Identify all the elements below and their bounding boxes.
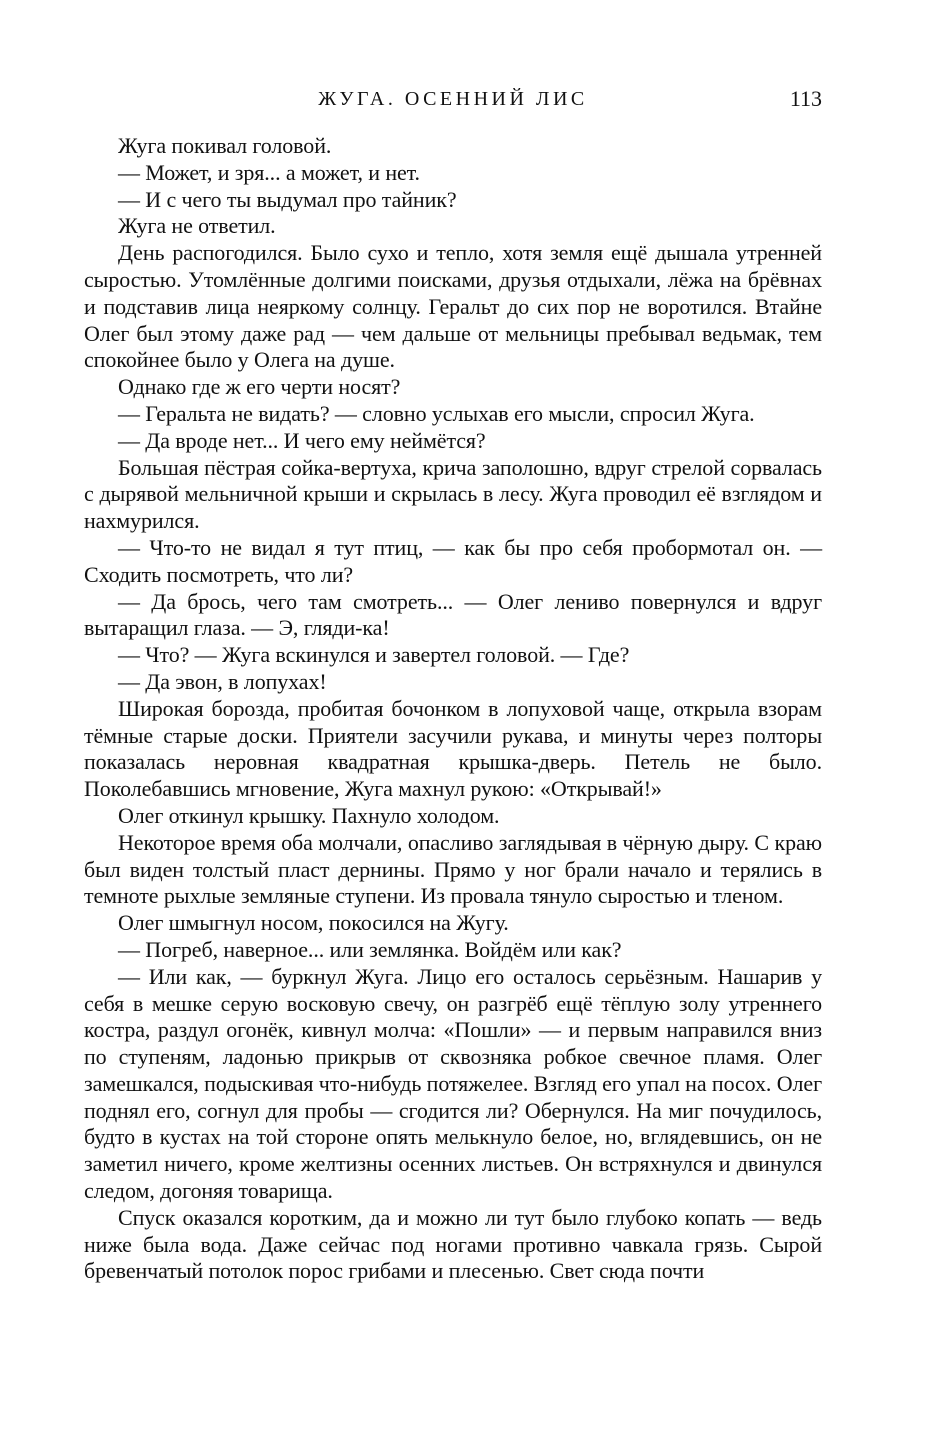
paragraph: — Или как, — буркнул Жуга. Лицо его осталось серьёзным. Нашарив у себя в мешке серую восковую свечу, он разгрёб ещё тёплую золу утреннего костра, раздул огонёк, кивнул молча: «Пошли» — и первым направился вниз по ступеням, ладонью прикрыв от сквозняка робкое свечное пламя. Олег замешкался, подыскивая что-нибудь потяжелее. Взгляд его упал на посох. Олег поднял его, согнул для пробы — сгодится ли? Обернулся. На миг почудилось, будто в кустах на той стороне опять мелькнуло белое, но, вглядевшись, он не заметил ничего, кроме желтизны осенних листьев. Он встряхнулся и двинулся следом, догоняя товарища. (84, 963, 822, 1204)
paragraph: Жуга не ответил. (118, 213, 276, 239)
paragraph: Некоторое время оба молчали, опасливо заглядывая в чёрную дыру. С краю был виден толстый пласт дернины. Прямо у ног брали начало и терялись в темноте рыхлые земляные ступени. Из провала тянуло сыростью и тленом. (84, 829, 822, 909)
paragraph: Жуга покивал головой. (118, 133, 332, 158)
paragraph: Однако где ж его черти носят? (118, 374, 401, 400)
page-header (84, 84, 822, 124)
paragraph: — Погреб, наверное... или землянка. Войдём или как? (118, 936, 622, 962)
page-number: 113 (789, 86, 822, 111)
paragraph: Олег откинул крышку. Пахнуло холодом. (118, 802, 500, 828)
paragraph: Спуск оказался коротким, да и можно ли тут было глубоко копать — ведь ниже была вода. Даже сейчас под ногами противно чавкала грязь. Сырой бревенчатый потолок порос грибами и плесенью. Свет сюда почти (84, 1204, 822, 1284)
paragraph: — Да брось, чего там смотреть... — Олег лениво повернулся и вдруг вытаращил глаза. — Э, гляди-ка! (84, 588, 822, 641)
paragraph: Широкая борозда, пробитая бочонком в лопуховой чаще, открыла взорам тёмные старые доски. Приятели засучили рукава, и минуты через полторы показалась неровная квадратная крышка-дверь. Петель не было. Поколебавшись мгновение, Жуга махнул рукою: «Открывай!» (84, 695, 822, 802)
paragraph: — Что? — Жуга вскинулся и завертел головой. — Где? (118, 642, 630, 668)
running-title: ЖУГА. ОСЕННИЙ ЛИС (318, 88, 588, 110)
paragraph: — Да эвон, в лопухах! (118, 668, 327, 694)
paragraph: День распогодился. Было сухо и тепло, хотя земля ещё дышала утренней сыростью. Утомлённые долгими поисками, друзья отдыхали, лёжа на брёвнах и подставив лица неяркому солнцу. Геральт до сих пор не воротился. Втайне Олег был этому даже рад — чем дальше от мельницы пребывал ведьмак, тем спокойнее было у Олега на душе. (84, 240, 822, 373)
book-page (84, 84, 822, 1285)
body-text (84, 133, 822, 1285)
paragraph: — Да вроде нет... И чего ему неймётся? (118, 427, 486, 453)
paragraph: — Геральта не видать? — словно услыхав его мысли, спросил Жуга. (118, 400, 755, 426)
paragraph: — И с чего ты выдумал про тайник? (118, 186, 457, 212)
paragraph: Олег шмыгнул носом, покосился на Жугу. (118, 910, 509, 936)
paragraph: Большая пёстрая сойка-вертуха, крича заполошно, вдруг стрелой сорвалась с дырявой мельничной крыши и скрылась в лесу. Жуга проводил её взглядом и нахмурился. (84, 454, 822, 534)
paragraph: — Может, и зря... а может, и нет. (118, 159, 420, 185)
paragraph: — Что-то не видал я тут птиц, — как бы про себя пробормотал он. — Сходить посмотреть, что ли? (84, 534, 822, 587)
